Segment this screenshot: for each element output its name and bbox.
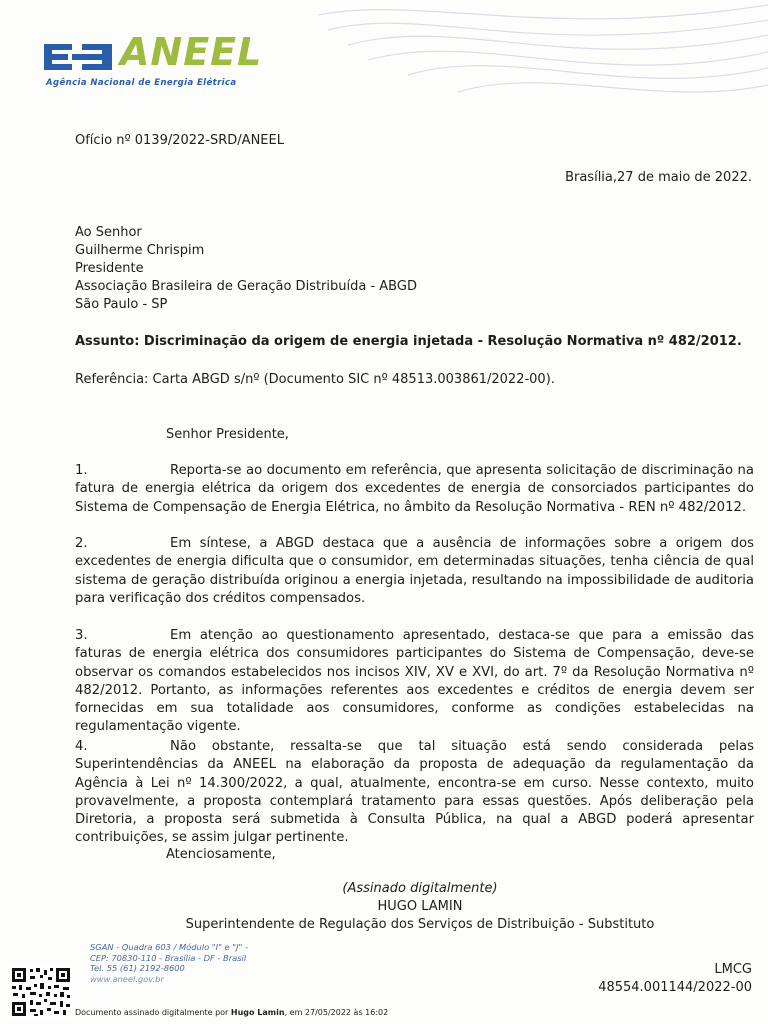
address-line: CEP: 70830-110 - Brasília - DF - Brasil <box>90 952 247 963</box>
reference-line: Referência: Carta ABGD s/nº (Documento SIC nº 48513.003861/2022-00). <box>75 372 555 387</box>
paragraph-text: Em síntese, a ABGD destaca que a ausência de informações sobre a origem dos excedentes de energia dificulta que o consumidor, em determinadas situações, tenha ciência de qual sistema de geração distribuída originou a energia injetada, resultando na impossibilidade de auditoria para verificação dos créditos compensados. <box>75 536 754 606</box>
letterhead-wave-texture <box>308 0 768 110</box>
address-line: SGAN - Quadra 603 / Módulo "I" e "J" - <box>90 942 248 952</box>
signatory-role: Superintendente de Regulação dos Serviços de Distribuição - Substituto <box>185 917 655 932</box>
initials: LMCG <box>714 962 752 977</box>
greeting: Senhor Presidente, <box>166 427 289 442</box>
aneel-logo-icon <box>42 42 116 72</box>
digital-signature-notice <box>75 1008 388 1017</box>
signatory-name: HUGO LAMIN <box>377 899 463 914</box>
signature-note: (Assinado digitalmente) <box>342 881 498 896</box>
document-number: 48554.001144/2022-00 <box>598 980 752 995</box>
paragraph-4 <box>75 738 754 848</box>
paragraph-text: Não obstante, ressalta-se que tal situação está sendo considerada pelas Superintendências da ANEEL na elaboração da proposta de adequação da regulamentação da Agência à Lei nº 14.300/2022, a qual, atualmente, encontra-se em curso. Nesse contexto, muito provavelmente, a proposta contemplará tratamento para essas questões. Após deliberação pela Diretoria, a proposta será submetida à Consulta Pública, na qual a ABGD poderá apresentar contribuições, se assim julgar pertinente. <box>75 739 754 846</box>
recipient-name: Guilherme Chrispim <box>75 243 205 258</box>
qr-code-icon <box>10 966 72 1018</box>
recipient-line: Ao Senhor <box>75 225 142 240</box>
paragraph-number: 3. <box>75 628 88 643</box>
brand-name: ANEEL <box>120 30 263 74</box>
address-line: Tel. 55 (61) 2192-8600 <box>90 963 185 974</box>
subject-line: Assunto: Discriminação da origem de energia injetada - Resolução Normativa nº 482/2012. <box>75 334 742 349</box>
footer-address <box>90 942 248 984</box>
recipient-city: São Paulo - SP <box>75 297 168 312</box>
closing: Atenciosamente, <box>166 847 276 862</box>
paragraph-text: Em atenção ao questionamento apresentado, destaca-se que para a emissão das faturas de energia elétrica dos consumidores participantes do Sistema de Compensação, deve-se observar os comandos estabelecidos nos incisos XIV, XV e XVI, do art. 7º da Resolução Normativa nº 482/2012. Portanto, as informações referentes aos excedentes e créditos de energia devem ser fornecidas em sua totalidade aos consumidores, conforme as condições estabelecidas na regulamentação vigente. <box>75 628 754 735</box>
signed-prefix: Documento assinado digitalmente por <box>75 1008 231 1017</box>
recipient-title: Presidente <box>75 261 144 276</box>
paragraph-text: Reporta-se ao documento em referência, que apresenta solicitação de discriminação na fatura de energia elétrica da origem dos excedentes de energia de consorciados participantes do Sistema de Compensação de Energia Elétrica, no âmbito da Resolução Normativa - REN nº 482/2012. <box>75 463 754 515</box>
paragraph-number: 2. <box>75 536 88 551</box>
paragraph-1 <box>75 462 754 517</box>
brand-subtitle: Agência Nacional de Energia Elétrica <box>46 78 237 88</box>
office-reference: Ofício nº 0139/2022-SRD/ANEEL <box>75 133 284 148</box>
website-link[interactable]: www.aneel.gov.br <box>90 973 164 984</box>
recipient-organization: Associação Brasileira de Geração Distribuída - ABGD <box>75 279 417 294</box>
place-date: Brasília,27 de maio de 2022. <box>565 170 752 185</box>
paragraph-number: 1. <box>75 463 88 478</box>
paragraph-number: 4. <box>75 739 88 754</box>
signed-suffix: , em 27/05/2022 às 16:02 <box>284 1008 389 1017</box>
paragraph-3 <box>75 627 754 737</box>
paragraph-2 <box>75 535 754 608</box>
signed-by: Hugo Lamin <box>230 1008 285 1017</box>
